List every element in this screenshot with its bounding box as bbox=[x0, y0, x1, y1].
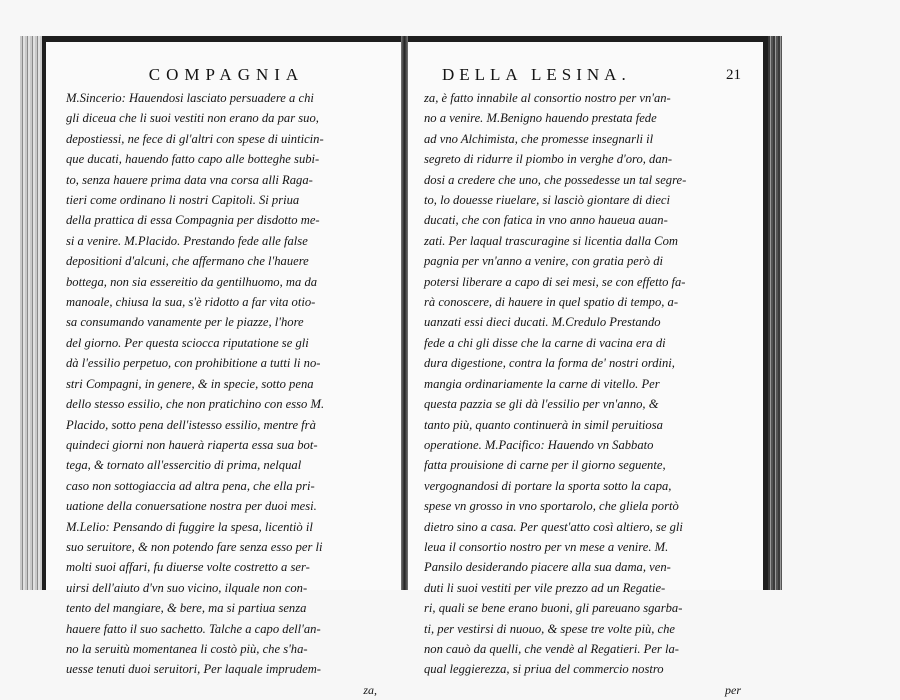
page-number: 21 bbox=[726, 67, 741, 83]
text-line: to, senza hauere prima data vna corsa alli Raga- bbox=[66, 172, 313, 187]
text-line: non cauò da quelli, che vendè al Regatieri. Per la- bbox=[424, 641, 679, 656]
text-line: dura digestione, contra la forma de' nostri ordini, bbox=[424, 356, 675, 371]
text-line: fatta prouisione di carne per il giorno seguente, bbox=[424, 458, 666, 473]
text-line: leua il consortio nostro per vn mese a venire. M. bbox=[424, 539, 669, 554]
text-line: vergognandosi di portare la sporta sotto la capa, bbox=[424, 478, 672, 493]
text-line: potersi liberare a capo di sei mesi, se con effetto fa- bbox=[424, 274, 686, 289]
right-page-text bbox=[424, 88, 751, 680]
text-line: del giorno. Per questa sciocca riputatione se gli bbox=[66, 335, 309, 350]
text-line: no la seruitù momentanea li costò più, che s'ha- bbox=[66, 641, 308, 656]
text-line: uatione della conuersatione nostra per duoi mesi. bbox=[66, 499, 317, 514]
text-line: dà l'essilio perpetuo, con prohibitione a tutti li no- bbox=[66, 356, 321, 371]
text-line: depositioni d'alcuni, che affermano che l'hauere bbox=[66, 254, 309, 269]
book-gutter bbox=[401, 36, 408, 590]
text-line: stri Compagni, in genere, & in specie, sotto pena bbox=[66, 376, 314, 391]
text-line: sa consumando vanamente per le piazze, l'hore bbox=[66, 315, 304, 330]
text-line: rà conoscere, di hauere in quel spatio di tempo, a- bbox=[424, 295, 679, 310]
text-line: caso non sottogiaccia ad altra pena, che ella pri- bbox=[66, 478, 315, 493]
text-line: uesse tenuti duoi seruitori, Per laquale imprudem- bbox=[66, 662, 321, 677]
text-line: dosi a credere che uno, che possedesse un tal segre- bbox=[424, 172, 687, 187]
text-line: depostiessi, ne fece di gl'altri con spese di uinticin- bbox=[66, 131, 324, 146]
text-line: zati. Per laqual trascuragine si licentia dalla Com bbox=[424, 233, 678, 248]
text-line: bottega, non sia essereitio da gentilhuomo, ma da bbox=[66, 274, 318, 289]
right-page-header bbox=[424, 62, 751, 88]
text-line: manoale, chiusa la sua, s'è ridotto a far vita otio- bbox=[66, 295, 316, 310]
text-line: M.Lelio: Pensando di fuggire la spesa, licentiò il bbox=[66, 519, 313, 534]
text-line: ti, per vestirsi di nuouo, & spese tre volte più, che bbox=[424, 621, 676, 636]
left-catchword: za, bbox=[363, 682, 377, 697]
text-line: tega, & tornato all'essercitio di prima, nelqual bbox=[66, 458, 302, 473]
text-line: duti li suoi vestiti per vile prezzo ad un Regatie- bbox=[424, 580, 666, 595]
text-line: qual leggierezza, si priua del commercio nostro bbox=[424, 662, 664, 677]
text-line: tanto più, quanto continuerà in simil peruitiosa bbox=[424, 417, 663, 432]
text-line: ducati, che con fatica in vno anno haueua auan- bbox=[424, 213, 668, 228]
text-line: to, lo douesse riuelare, si lasciò giontare di dieci bbox=[424, 193, 671, 208]
right-page bbox=[408, 42, 763, 697]
text-line: operatione. M.Pacifico: Hauendo vn Sabbato bbox=[424, 437, 654, 452]
text-line: ad vno Alchimista, che promesse insegnarli il bbox=[424, 131, 654, 146]
text-line: que ducati, hauendo fatto capo alle botteghe subi- bbox=[66, 152, 320, 167]
text-line: ri, quali se bene erano buoni, gli pareuano sgarba- bbox=[424, 601, 683, 616]
page-edges-left bbox=[20, 36, 42, 590]
text-line: dietro sino a casa. Per quest'atto così altiero, se gli bbox=[424, 519, 683, 534]
open-book bbox=[20, 36, 782, 697]
text-line: uirsi dell'aiuto d'vn suo vicino, ilquale non con- bbox=[66, 580, 308, 595]
text-line: Placido, sotto pena dell'istesso essilio, mentre frà bbox=[66, 417, 316, 432]
text-line: fede a chi gli disse che la carne di vacina era di bbox=[424, 335, 666, 350]
text-line: uanzati essi dieci ducati. M.Credulo Prestando bbox=[424, 315, 661, 330]
right-page-title: DELLA LESINA. bbox=[442, 65, 631, 84]
text-line: questa pazzia se gli dà l'essilio per vn'anno, & bbox=[424, 397, 659, 412]
text-line: tieri come ordinano li nostri Capitoli. Si priua bbox=[66, 193, 300, 208]
text-line: suo seruitore, & non potendo fare senza esso per li bbox=[66, 539, 323, 554]
left-page-text bbox=[66, 88, 387, 680]
text-line: si a venire. M.Placido. Prestando fede alle false bbox=[66, 233, 308, 248]
text-line: hauere fatto il suo sachetto. Talche a capo dell'an- bbox=[66, 621, 321, 636]
text-line: mangia ordinariamente la carne di vitello. Per bbox=[424, 376, 660, 391]
text-line: dello stesso essilio, che non pratichino con esso M. bbox=[66, 397, 325, 412]
text-line: Pansilo desiderando piacere alla sua dama, ven- bbox=[424, 560, 671, 575]
text-line: tento del mangiare, & bere, ma si partiua senza bbox=[66, 601, 307, 616]
text-line: spese vn grosso in vno sportarolo, che gliela portò bbox=[424, 499, 679, 514]
text-line: molti suoi affari, fu diuerse volte costretto a ser- bbox=[66, 560, 310, 575]
text-line: gli diceua che li suoi vestiti non erano da par suo, bbox=[66, 111, 319, 126]
text-line: pagnia per vn'anno a venire, con gratia però di bbox=[424, 254, 664, 269]
text-line: segreto di ridurre il piombo in verghe d'oro, dan- bbox=[424, 152, 673, 167]
right-catchword: per bbox=[725, 682, 741, 697]
text-line: quindeci giorni non hauerà riaperta essa sua bot- bbox=[66, 437, 318, 452]
text-line: za, è fatto innabile al consortio nostro per vn'an- bbox=[424, 91, 671, 105]
text-line: no a venire. M.Benigno hauendo prestata fede bbox=[424, 111, 657, 126]
left-page bbox=[46, 42, 401, 697]
text-line: della prattica di essa Compagnia per disdotto me- bbox=[66, 213, 320, 228]
text-line: M.Sincerio: Hauendosi lasciato persuadere a chi bbox=[66, 91, 314, 105]
left-page-header: COMPAGNIA bbox=[148, 65, 305, 84]
page-edges-right bbox=[768, 36, 782, 590]
